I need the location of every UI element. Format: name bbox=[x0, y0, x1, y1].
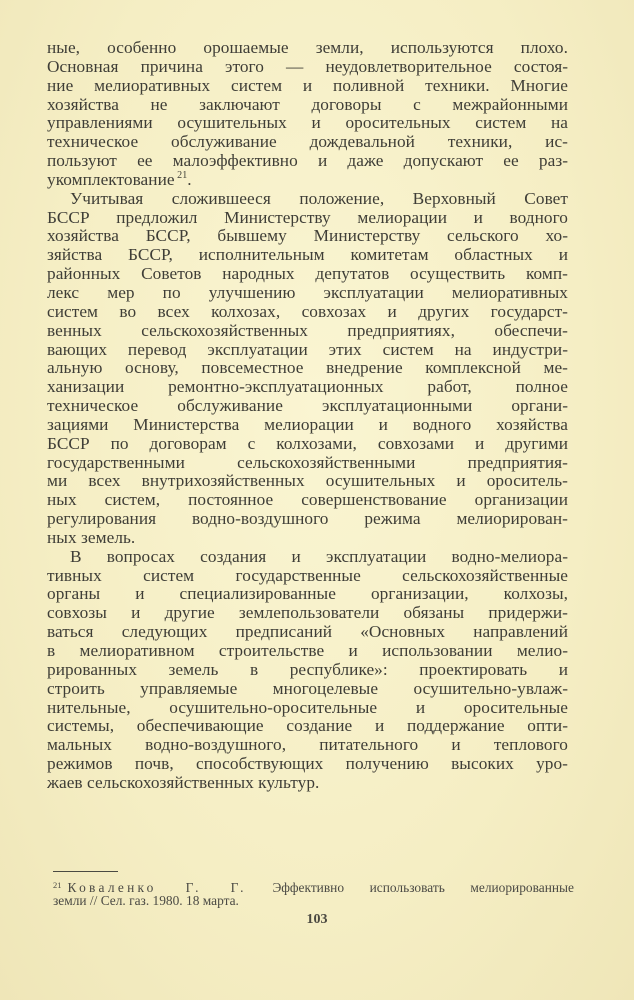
text-fragment: укомплектование bbox=[47, 169, 175, 189]
paragraph-3 bbox=[47, 548, 568, 793]
text-line: органы и специализированные организации, колхозы, bbox=[47, 584, 568, 604]
text-line: ми всех внутрихозяйственных осушительных и ороситель- bbox=[47, 471, 568, 491]
text-line: зациями Министерства мелиорации и водного хозяйства bbox=[47, 414, 568, 434]
text-line: тивных систем государственные сельскохозяйственные bbox=[47, 565, 568, 585]
text-line: хозяйства БССР, бывшему Министерству сельского хо- bbox=[47, 226, 568, 246]
paragraph-2 bbox=[47, 190, 568, 548]
text-line: В вопросах создания и эксплуатации водно-мелиора- bbox=[70, 546, 568, 566]
footnote-line-1 bbox=[53, 878, 574, 893]
text-line: техническое обслуживание дождевальной техники, ис- bbox=[47, 132, 568, 152]
text-line: рированных земель в республике»: проектировать и bbox=[47, 659, 568, 679]
text-line: Основная причина этого — неудовлетворительное состоя- bbox=[47, 56, 568, 76]
text-line: системы, обеспечивающие создание и поддержание опти- bbox=[47, 716, 568, 736]
page-body bbox=[47, 39, 568, 793]
text-line: лекс мер по улучшению эксплуатации мелиоративных bbox=[47, 282, 568, 302]
footnote-line-2: земли // Сел. газ. 1980. 18 марта. bbox=[53, 893, 239, 908]
footnote-title: Эффективно использовать мелиорированные bbox=[272, 880, 574, 895]
text-line: хозяйства не заключают договоры с межрайонными bbox=[47, 94, 568, 114]
text-line: управлениями осушительных и оросительных систем на bbox=[47, 113, 568, 133]
text-line: жаев сельскохозяйственных культур. bbox=[47, 772, 320, 792]
text-line: нительные, осушительно-оросительные и оросительные bbox=[47, 697, 568, 717]
text-line: ханизации ремонтно-эксплуатационных работ, полное bbox=[47, 377, 568, 397]
text-line: районных Советов народных депутатов осуществить комп- bbox=[47, 264, 568, 284]
footnote-number: 21 bbox=[53, 880, 62, 890]
footnote-reference[interactable] bbox=[175, 170, 188, 181]
footnote-author: Коваленко Г. Г. bbox=[67, 880, 247, 895]
text-line: государственными сельскохозяйственными предприятия- bbox=[47, 452, 568, 472]
text-line: регулирования водно-воздушного режима мелиорирован- bbox=[47, 509, 568, 529]
text-line: ные, особенно орошаемые земли, используются плохо. bbox=[47, 38, 568, 57]
text-line: пользуют ее малоэффективно и даже допускают ее раз- bbox=[47, 151, 568, 171]
text-line: БССР по договорам с колхозами, совхозами и другими bbox=[47, 433, 568, 453]
text-line: венных сельскохозяйственных предприятиях, обеспечи- bbox=[47, 320, 568, 340]
text-line: ние мелиоративных систем и поливной техники. Многие bbox=[47, 75, 568, 95]
text-line: Учитывая сложившееся положение, Верховный Совет bbox=[70, 188, 568, 208]
text-line bbox=[47, 171, 568, 190]
text-fragment: . bbox=[187, 169, 192, 189]
text-line: вающих перевод эксплуатации этих систем на индустри- bbox=[47, 339, 568, 359]
text-line: техническое обслуживание эксплуатационными органи- bbox=[47, 396, 568, 416]
footnote-ref-number: 21 bbox=[177, 169, 188, 181]
text-line: режимов почв, способствующих получению высоких уро- bbox=[47, 754, 568, 774]
text-line: ных систем, постоянное совершенствование организации bbox=[47, 490, 568, 510]
text-line: БССР предложил Министерству мелиорации и водного bbox=[47, 207, 568, 227]
text-line: мальных водно-воздушного, питательного и теплового bbox=[47, 735, 568, 755]
footnote-separator bbox=[53, 871, 118, 872]
page-number: 103 bbox=[306, 912, 328, 927]
text-line: строить управляемые многоцелевые осушительно-увлаж- bbox=[47, 678, 568, 698]
text-line: систем во всех колхозах, совхозах и других государст- bbox=[47, 301, 568, 321]
paragraph-1 bbox=[47, 39, 568, 190]
text-line: зяйства БССР, исполнительным комитетам областных и bbox=[47, 245, 568, 265]
text-line: совхозы и другие землепользователи обязаны придержи- bbox=[47, 603, 568, 623]
footnote bbox=[53, 878, 574, 908]
text-line: ваться следующих предписаний «Основных направлений bbox=[47, 622, 568, 642]
text-line: в мелиоративном строительстве и использовании мелио- bbox=[47, 641, 568, 660]
text-line: альную основу, повсеместное внедрение комплексной ме- bbox=[47, 358, 568, 378]
text-line: ных земель. bbox=[47, 527, 136, 547]
